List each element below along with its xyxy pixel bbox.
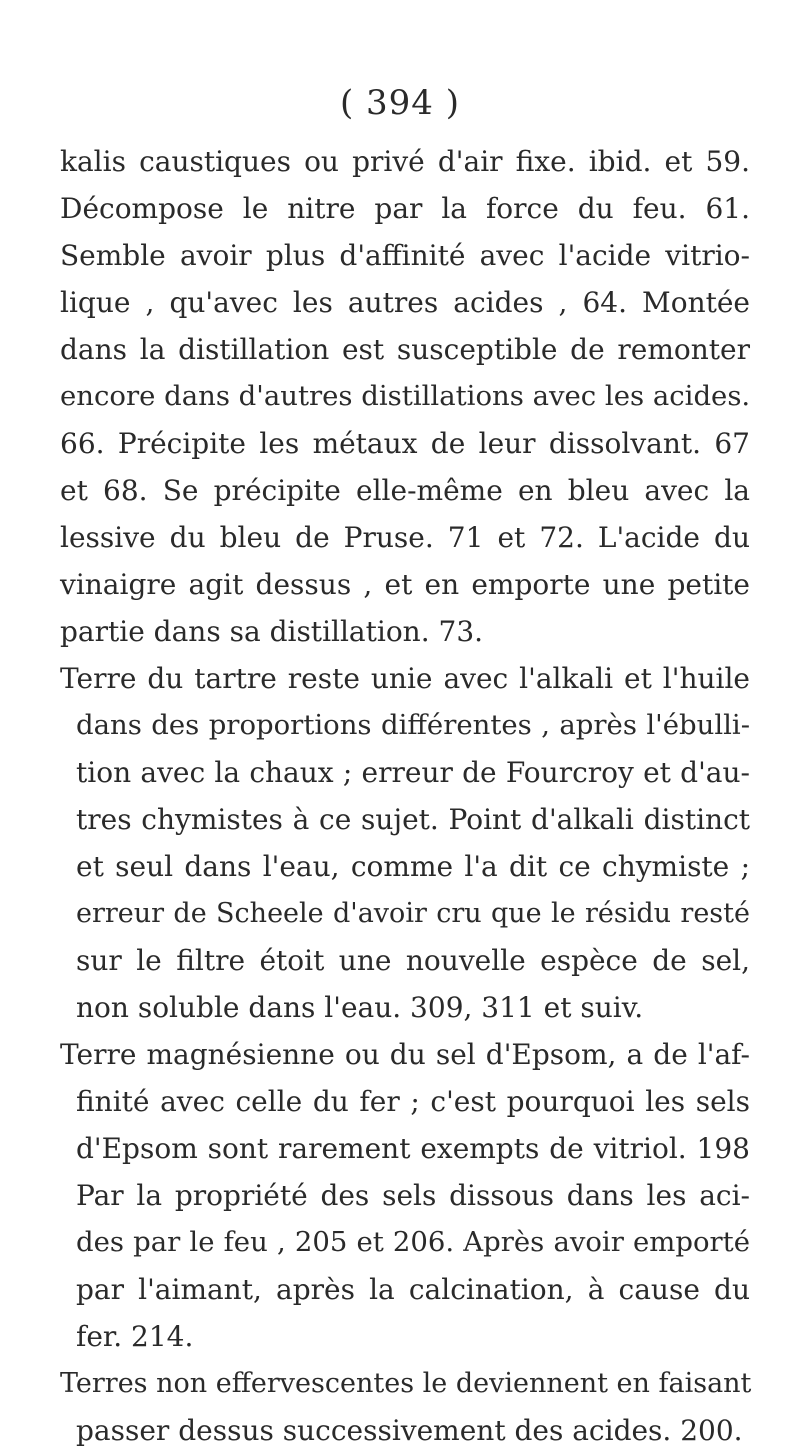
text-line: par l'aimant, après la calcination, à cause du — [76, 1273, 750, 1306]
text-line: partie dans sa distillation. 73. — [60, 615, 484, 648]
text-line: Par la propriété des sels dissous dans les aci- — [76, 1179, 750, 1212]
text-line: passer dessus successivement des acides. 200. — [76, 1414, 743, 1447]
text-line: non soluble dans l'eau. 309, 311 et suiv. — [76, 991, 644, 1024]
page-number: ( 394 ) — [339, 83, 461, 123]
text-line: vinaigre agit dessus , et en emporte une petite — [60, 568, 750, 601]
text-line: finité avec celle du fer ; c'est pourquoi les sels — [76, 1085, 750, 1118]
index-entry-terre-magnesienne — [60, 1031, 750, 1360]
text-line: tion avec la chaux ; erreur de Fourcroy et d'au- — [76, 756, 750, 789]
text-line: d'Epsom sont rarement exempts de vitriol. 198 — [76, 1132, 750, 1165]
text-line: dans la distillation est susceptible de remonter — [60, 333, 750, 366]
text-line: sur le filtre étoit une nouvelle espèce de sel, — [76, 944, 750, 977]
index-text-block — [60, 138, 750, 1454]
text-line: fer. 214. — [76, 1320, 194, 1353]
entry-heading-line: Terre du tartre reste unie avec l'alkali et l'huile — [60, 662, 750, 695]
text-line: dans des proportions différentes , après l'ébulli- — [76, 709, 750, 741]
text-line: Semble avoir plus d'affinité avec l'acide vitrio- — [60, 239, 750, 272]
text-line: Décompose le nitre par la force du feu. 61. — [60, 192, 750, 225]
index-entry-alkali-continued — [60, 138, 750, 655]
entry-heading-line: Terres non effervescentes le deviennent en faisant — [60, 1368, 752, 1399]
text-line: erreur de Scheele d'avoir cru que le résidu resté — [76, 898, 750, 929]
index-entry-terres-non-effervescentes — [60, 1360, 750, 1454]
text-line: lique , qu'avec les autres acides , 64. Montée — [60, 286, 750, 319]
text-line: des par le feu , 205 et 206. Après avoir emporté — [76, 1226, 750, 1258]
text-line: et seul dans l'eau, comme l'a dit ce chymiste ; — [76, 850, 750, 883]
text-line: encore dans d'autres distillations avec les acides. — [60, 380, 751, 412]
text-line: 66. Précipite les métaux de leur dissolvant. 67 — [60, 427, 750, 460]
text-line: kalis caustiques ou privé d'air fixe. ibid. et 59. — [60, 145, 750, 178]
entry-heading-line: Terre magnésienne ou du sel d'Epsom, a de l'af- — [60, 1038, 750, 1071]
text-line: lessive du bleu de Pruse. 71 et 72. L'acide du — [60, 521, 750, 554]
index-entry-terre-du-tartre — [60, 655, 750, 1031]
text-line: et 68. Se précipite elle-même en bleu avec la — [60, 474, 750, 507]
text-line: tres chymistes à ce sujet. Point d'alkali distinct — [76, 803, 750, 836]
